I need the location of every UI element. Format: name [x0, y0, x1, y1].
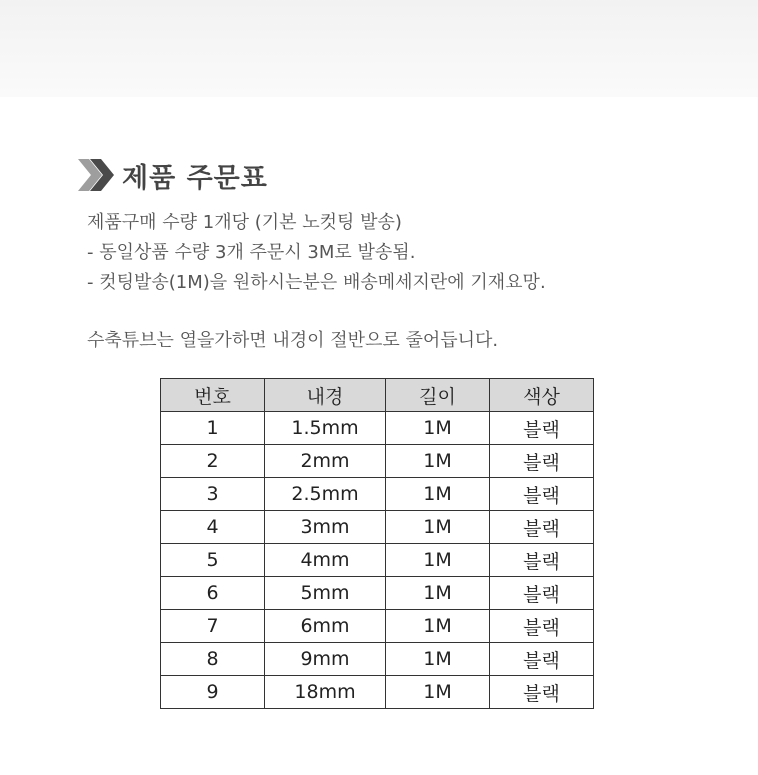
cell-inner-diameter: 2.5mm [265, 478, 386, 511]
note-line: 제품구매 수량 1개당 (기본 노컷팅 발송) [87, 212, 402, 233]
note-line: - 컷팅발송(1M)을 원하시는분은 배송메세지란에 기재요망. [87, 272, 546, 293]
cell-length: 1M [386, 676, 490, 709]
cell-number: 6 [161, 577, 265, 610]
cell-inner-diameter: 2mm [265, 445, 386, 478]
cell-length: 1M [386, 412, 490, 445]
cell-length: 1M [386, 577, 490, 610]
order-notes [87, 208, 546, 356]
cell-color: 블랙 [490, 676, 594, 709]
table-row [161, 676, 594, 709]
tube-note: 수축튜브는 열을가하면 내경이 절반으로 줄어듭니다. [87, 330, 499, 351]
cell-number: 5 [161, 544, 265, 577]
cell-length: 1M [386, 643, 490, 676]
chevron-double-right-icon [78, 156, 116, 194]
cell-color: 블랙 [490, 478, 594, 511]
note-line: - 동일상품 수량 3개 주문시 3M로 발송됨. [87, 242, 416, 263]
cell-length: 1M [386, 445, 490, 478]
cell-inner-diameter: 3mm [265, 511, 386, 544]
table-row [161, 445, 594, 478]
table-row [161, 610, 594, 643]
cell-number: 9 [161, 676, 265, 709]
cell-number: 7 [161, 610, 265, 643]
table-row [161, 544, 594, 577]
table-header-row [161, 379, 594, 412]
cell-inner-diameter: 6mm [265, 610, 386, 643]
cell-color: 블랙 [490, 511, 594, 544]
cell-color: 블랙 [490, 544, 594, 577]
cell-inner-diameter: 9mm [265, 643, 386, 676]
header-inner-diameter: 내경 [265, 379, 386, 412]
cell-inner-diameter: 5mm [265, 577, 386, 610]
header-number: 번호 [161, 379, 265, 412]
cell-number: 4 [161, 511, 265, 544]
cell-number: 1 [161, 412, 265, 445]
cell-color: 블랙 [490, 643, 594, 676]
section-title: 제품 주문표 [122, 162, 268, 194]
top-banner-area [0, 0, 758, 97]
cell-length: 1M [386, 478, 490, 511]
cell-color: 블랙 [490, 445, 594, 478]
table-row [161, 643, 594, 676]
table-row [161, 412, 594, 445]
spec-table [160, 378, 594, 709]
cell-number: 2 [161, 445, 265, 478]
cell-inner-diameter: 18mm [265, 676, 386, 709]
cell-color: 블랙 [490, 412, 594, 445]
table-row [161, 577, 594, 610]
cell-inner-diameter: 1.5mm [265, 412, 386, 445]
header-length: 길이 [386, 379, 490, 412]
cell-length: 1M [386, 610, 490, 643]
table-row [161, 478, 594, 511]
cell-inner-diameter: 4mm [265, 544, 386, 577]
cell-color: 블랙 [490, 610, 594, 643]
table-row [161, 511, 594, 544]
cell-number: 3 [161, 478, 265, 511]
cell-number: 8 [161, 643, 265, 676]
header-color: 색상 [490, 379, 594, 412]
section-header [78, 155, 268, 195]
cell-color: 블랙 [490, 577, 594, 610]
cell-length: 1M [386, 544, 490, 577]
cell-length: 1M [386, 511, 490, 544]
